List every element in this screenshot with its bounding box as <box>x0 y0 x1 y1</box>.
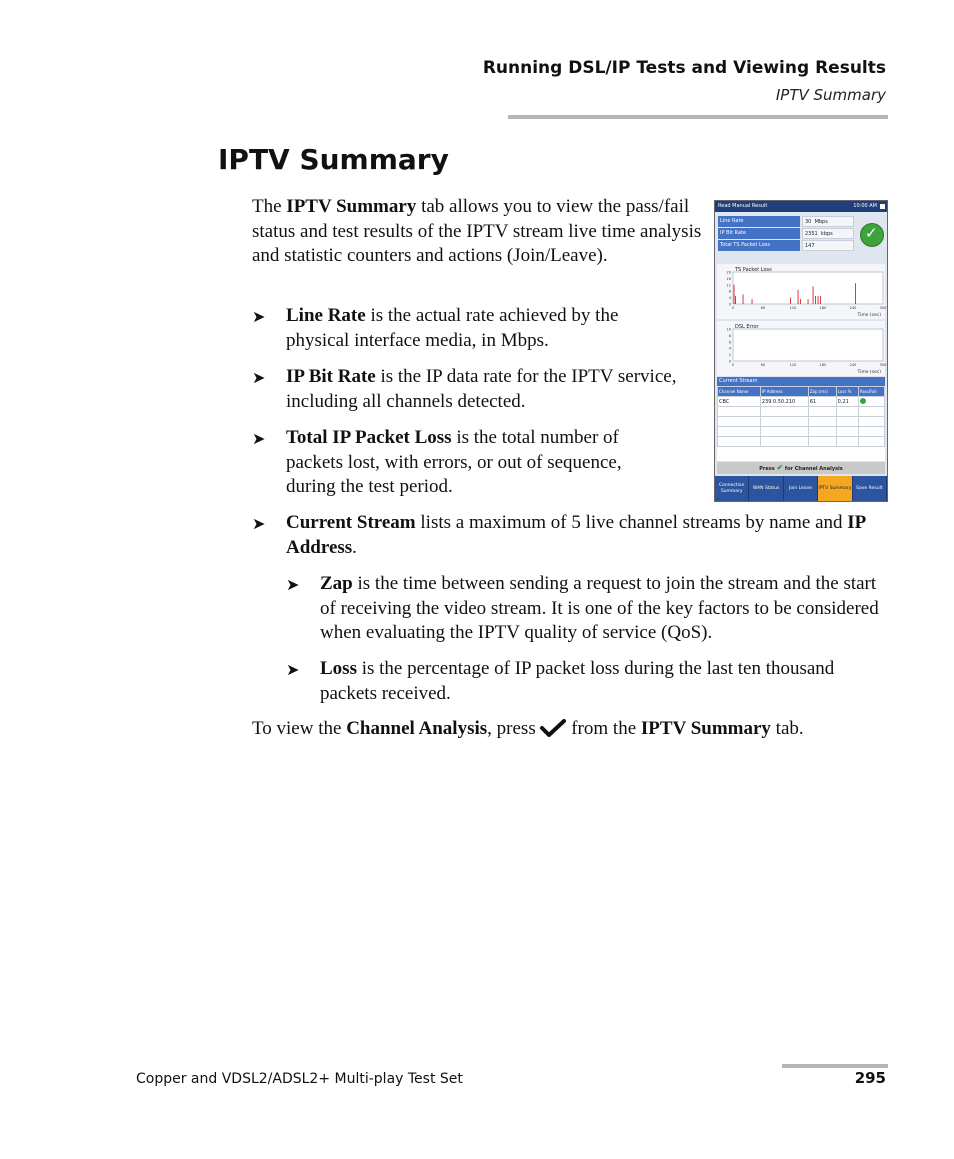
tab-save-result[interactable]: Save Result <box>853 476 887 501</box>
footer-rule <box>782 1064 888 1068</box>
metric-total-ts-packet-loss <box>718 240 854 251</box>
tab-connection-summary[interactable]: Connection Summary <box>715 476 749 501</box>
metric-unit: Mbps <box>814 219 828 225</box>
loss-cell: 0.21 <box>836 397 858 407</box>
metric-label: Line Rate <box>718 216 800 227</box>
battery-icon <box>880 204 885 209</box>
footer-product: Copper and VDSL2/ADSL2+ Multi-play Test Set <box>136 1071 463 1087</box>
loss-bar <box>735 296 736 304</box>
loss-bar <box>798 290 799 304</box>
intro-term: IPTV Summary <box>286 196 417 217</box>
x-tick-label: 240 <box>849 363 857 367</box>
chart-title: DSL Error <box>735 324 759 330</box>
current-stream-panel <box>717 377 885 461</box>
subbullet-1-text <box>320 572 890 646</box>
subbullet-2-text <box>320 657 840 706</box>
bullet-term: Current Stream <box>286 512 416 533</box>
closing-text-1: To view the <box>252 718 347 739</box>
tab-wan-status[interactable]: WAN Status <box>749 476 783 501</box>
device-screenshot <box>714 200 888 502</box>
loss-bar <box>815 296 816 304</box>
bullet-description: is the percentage of IP packet loss during the last ten thousand packets received. <box>320 658 835 704</box>
current-stream-title: Current Stream <box>717 377 885 386</box>
table-row <box>718 427 885 437</box>
stream-table <box>717 386 885 447</box>
y-tick-label: 0 <box>728 359 731 364</box>
loss-bar <box>752 299 753 304</box>
table-row[interactable] <box>718 397 885 407</box>
chapter-title: Running DSL/IP Tests and Viewing Results <box>482 58 886 78</box>
loss-bar <box>820 296 821 304</box>
table-row <box>718 437 885 447</box>
loss-bar <box>813 286 814 304</box>
running-head <box>483 58 886 104</box>
bullet-term: Loss <box>320 658 357 679</box>
table-row <box>718 417 885 427</box>
bullet-2-text <box>286 365 711 414</box>
press-text-1: Press <box>759 466 775 472</box>
bullet-arrow-icon: ➤ <box>286 660 300 679</box>
x-tick-label: 120 <box>789 306 797 310</box>
dsl-error-chart <box>717 321 885 376</box>
bullet-description: is the time between sending a request to join the stream and the start of receiving the video stream. It is one of the key factors to be considered when evaluating the IPTV quality of service (QoS). <box>320 573 879 643</box>
checkmark-icon: ✔ <box>776 463 784 472</box>
intro-text-2: tab allows you to view the pass/fail status and test results of the IPTV stream live time analysis and statistic counters and actions (Join/Leave). <box>252 196 702 266</box>
channel-name-cell: CBC <box>718 397 761 407</box>
x-tick-label: 60 <box>760 363 766 367</box>
metric-value <box>802 240 854 251</box>
press-text-2: for Channel Analysis <box>784 466 843 472</box>
section-title: IPTV Summary <box>775 86 886 104</box>
press-hint <box>717 462 885 474</box>
y-tick-label: 8 <box>728 289 731 294</box>
metric-label: Total TS Packet Loss <box>718 240 800 251</box>
device-titlebar <box>715 201 887 212</box>
plot-area <box>733 329 883 361</box>
ip-address-cell: 239.0.50.210 <box>760 397 808 407</box>
x-axis-label: Time (sec) <box>857 313 881 318</box>
bullet-term: Total IP Packet Loss <box>286 427 452 448</box>
device-window-title: Read Manual Result <box>718 203 768 209</box>
y-tick-label: 2 <box>728 353 731 358</box>
metric-value <box>802 216 854 227</box>
closing-text-3: from the <box>566 718 641 739</box>
bullet-description: is the IP data rate for the IPTV service, including all channels detected. <box>286 366 677 412</box>
column-header: IP Address <box>760 387 808 397</box>
bullet-term-2: IP Address <box>286 512 866 558</box>
column-header: Loss % <box>836 387 858 397</box>
loss-bar <box>743 294 744 304</box>
closing-text-2: , press <box>487 718 541 739</box>
metric-value <box>802 228 854 239</box>
y-tick-label: 20 <box>726 270 731 275</box>
x-tick-label: 300 <box>879 363 887 367</box>
metric-label: IP Bit Rate <box>718 228 800 239</box>
intro-paragraph <box>252 195 707 269</box>
metric-line-rate <box>718 216 854 227</box>
dsl-error-svg <box>717 321 885 376</box>
column-header: Pass/Fail <box>858 387 884 397</box>
bullet-term: IP Bit Rate <box>286 366 376 387</box>
stream-table-header <box>718 387 885 397</box>
bullet-term: Zap <box>320 573 353 594</box>
loss-bar <box>808 299 809 304</box>
bullet-4-text <box>286 511 886 560</box>
page-number: 295 <box>854 1069 886 1087</box>
x-tick-label: 0 <box>731 306 735 310</box>
bullet-3-text <box>286 426 671 500</box>
bullet-arrow-icon: ➤ <box>252 307 266 326</box>
loss-bar <box>818 296 819 304</box>
bullet-description: is the actual rate achieved by the physical interface media, in Mbps. <box>286 305 619 351</box>
ts-packet-loss-chart <box>717 264 885 319</box>
y-tick-label: 4 <box>728 296 731 301</box>
x-tick-label: 0 <box>731 363 735 367</box>
metric-ip-bit-rate <box>718 228 854 239</box>
pass-status-icon: ✓ <box>860 223 884 247</box>
closing-term-2: IPTV Summary <box>640 718 771 739</box>
device-clock: 10:00 AM <box>853 203 877 209</box>
x-tick-label: 240 <box>849 306 857 310</box>
bullet-description: is the total number of packets lost, with errors, or out of sequence, during the test period. <box>286 427 622 497</box>
x-tick-label: 300 <box>879 306 887 310</box>
loss-bar <box>790 298 791 304</box>
bullet-arrow-icon: ➤ <box>286 575 300 594</box>
table-row <box>718 407 885 417</box>
metric-number: 2351 <box>805 231 818 237</box>
metric-unit: kbps <box>820 231 833 237</box>
chart-title: TS Packet Loss <box>735 267 772 273</box>
metric-number: 30 <box>805 219 812 225</box>
column-header: Zap (ms) <box>808 387 836 397</box>
x-tick-label: 180 <box>819 306 827 310</box>
y-tick-label: 8 <box>728 333 731 338</box>
bullet-arrow-icon: ➤ <box>252 429 266 448</box>
page-title: IPTV Summary <box>218 143 449 176</box>
ts-packet-loss-svg <box>717 264 885 319</box>
x-axis-label: Time (sec) <box>857 370 881 375</box>
x-tick-label: 120 <box>789 363 797 367</box>
tab-join-leave[interactable]: Join Leave <box>784 476 818 501</box>
pass-icon <box>860 398 866 404</box>
bullet-arrow-icon: ➤ <box>252 368 266 387</box>
bullet-description: lists a maximum of 5 live channel streams by name and <box>415 512 848 533</box>
loss-bar <box>855 283 856 304</box>
metric-number: 147 <box>805 243 815 249</box>
zap-cell: 61 <box>808 397 836 407</box>
device-tab-bar <box>715 476 887 501</box>
y-tick-label: 12 <box>726 283 731 288</box>
bullet-description-2: . <box>352 536 357 558</box>
y-tick-label: 4 <box>728 346 731 351</box>
y-tick-label: 0 <box>728 302 731 307</box>
loss-bar <box>800 299 801 304</box>
closing-text-4: tab. <box>770 718 804 739</box>
y-tick-label: 10 <box>726 327 731 332</box>
bullet-arrow-icon: ➤ <box>252 514 266 533</box>
y-tick-label: 6 <box>728 340 731 345</box>
closing-paragraph <box>252 717 892 742</box>
y-tick-label: 16 <box>726 276 731 281</box>
bullet-term: Line Rate <box>286 305 366 326</box>
device-metrics <box>718 216 854 252</box>
intro-text-1: The <box>252 196 287 217</box>
checkmark-icon <box>540 719 566 737</box>
x-tick-label: 60 <box>760 306 766 310</box>
column-header: Channel Name <box>718 387 761 397</box>
tab-iptv-summary[interactable]: IPTV Summary <box>818 476 852 501</box>
bullet-1-text <box>286 304 681 353</box>
pass-fail-cell <box>858 397 884 407</box>
loss-bar <box>734 285 735 304</box>
closing-term-1: Channel Analysis <box>346 718 488 739</box>
x-tick-label: 180 <box>819 363 827 367</box>
header-rule <box>508 115 888 119</box>
